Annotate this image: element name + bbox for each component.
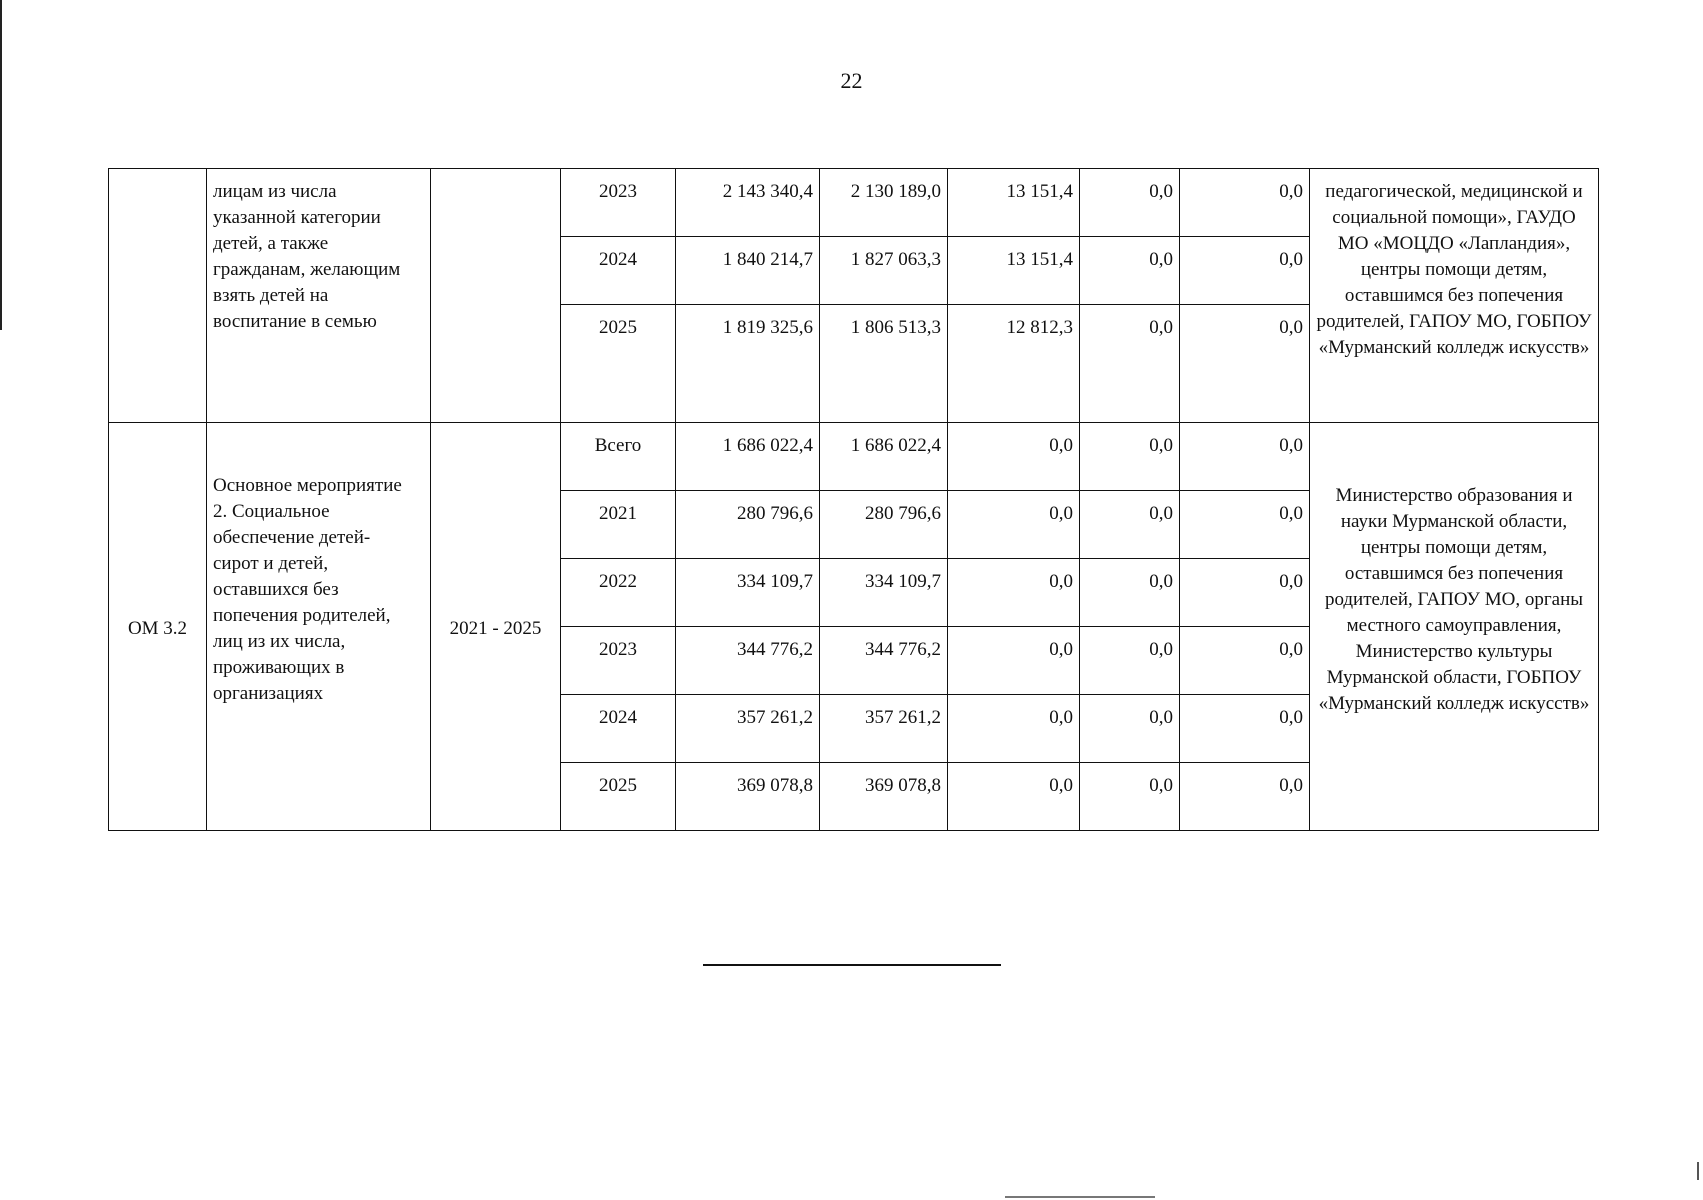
- year-cell: 2021: [561, 491, 676, 559]
- scan-bottom-mark: [1005, 1196, 1155, 1198]
- total-cell: 280 796,6: [676, 491, 820, 559]
- scan-edge-mark-right: [1697, 1162, 1699, 1180]
- federal-cell: 12 812,3: [948, 305, 1080, 423]
- table-row: [109, 169, 1599, 237]
- local-cell: 0,0: [1080, 491, 1180, 559]
- regional-cell: 344 776,2: [820, 627, 948, 695]
- activity-description: лицам из числа указанной категории детей, а также гражданам, желающим взять детей на воспитание в семью: [213, 181, 401, 332]
- federal-cell: 13 151,4: [948, 169, 1080, 237]
- federal-cell: 13 151,4: [948, 237, 1080, 305]
- activity-code-cell: [109, 169, 207, 423]
- other-cell: 0,0: [1180, 491, 1310, 559]
- total-cell: 357 261,2: [676, 695, 820, 763]
- regional-cell: 334 109,7: [820, 559, 948, 627]
- regional-cell: 1 806 513,3: [820, 305, 948, 423]
- page-number: 22: [840, 68, 863, 93]
- regional-cell: 357 261,2: [820, 695, 948, 763]
- table-row: [109, 423, 1599, 491]
- total-cell: 369 078,8: [676, 763, 820, 831]
- regional-cell: 369 078,8: [820, 763, 948, 831]
- local-cell: 0,0: [1080, 763, 1180, 831]
- year-cell: 2024: [561, 237, 676, 305]
- end-separator-line: [703, 964, 1001, 966]
- other-cell: 0,0: [1180, 559, 1310, 627]
- other-cell: 0,0: [1180, 763, 1310, 831]
- federal-cell: 0,0: [948, 763, 1080, 831]
- total-cell: 1 686 022,4: [676, 423, 820, 491]
- regional-cell: 1 686 022,4: [820, 423, 948, 491]
- federal-cell: 0,0: [948, 559, 1080, 627]
- year-cell: 2025: [561, 305, 676, 423]
- activity-description-cell: [207, 169, 431, 423]
- executors-text: педагогической, медицинской и социальной помощи», ГАУДО МО «МОЦДО «Лапландия», центры помощи детям, оставшимся без попечения родителей, ГАПОУ МО, ГОБПОУ «Мурманский колледж искусств»: [1316, 181, 1592, 358]
- activity-code-cell: ОМ 3.2: [109, 423, 207, 831]
- total-cell: 1 819 325,6: [676, 305, 820, 423]
- executors-cell: [1310, 423, 1599, 831]
- other-cell: 0,0: [1180, 627, 1310, 695]
- federal-cell: 0,0: [948, 491, 1080, 559]
- other-cell: 0,0: [1180, 169, 1310, 237]
- total-cell: 334 109,7: [676, 559, 820, 627]
- period-cell: 2021 - 2025: [431, 423, 561, 831]
- activity-description: Основное мероприятие 2. Социальное обеспечение детей- сирот и детей, оставшихся без попечения родителей, лиц из их числа, проживающих в организациях: [213, 475, 402, 704]
- other-cell: 0,0: [1180, 237, 1310, 305]
- scan-edge-mark: [0, 0, 2, 330]
- year-cell: 2024: [561, 695, 676, 763]
- total-cell: 344 776,2: [676, 627, 820, 695]
- local-cell: 0,0: [1080, 237, 1180, 305]
- federal-cell: 0,0: [948, 695, 1080, 763]
- budget-table: [108, 168, 1599, 831]
- year-cell: 2025: [561, 763, 676, 831]
- year-cell: 2023: [561, 627, 676, 695]
- executors-text: Министерство образования и науки Мурманской области, центры помощи детям, оставшимся без попечения родителей, ГАПОУ МО, органы местного самоуправления, Министерство культуры Мурманской области, ГОБПОУ «Мурманский колледж искусств»: [1318, 485, 1590, 714]
- local-cell: 0,0: [1080, 559, 1180, 627]
- period-cell: [431, 169, 561, 423]
- regional-cell: 280 796,6: [820, 491, 948, 559]
- local-cell: 0,0: [1080, 695, 1180, 763]
- other-cell: 0,0: [1180, 695, 1310, 763]
- total-cell: 2 143 340,4: [676, 169, 820, 237]
- local-cell: 0,0: [1080, 423, 1180, 491]
- regional-cell: 1 827 063,3: [820, 237, 948, 305]
- year-cell: Всего: [561, 423, 676, 491]
- regional-cell: 2 130 189,0: [820, 169, 948, 237]
- federal-cell: 0,0: [948, 627, 1080, 695]
- local-cell: 0,0: [1080, 305, 1180, 423]
- federal-cell: 0,0: [948, 423, 1080, 491]
- activity-description-cell: [207, 423, 431, 831]
- local-cell: 0,0: [1080, 627, 1180, 695]
- executors-cell: [1310, 169, 1599, 423]
- other-cell: 0,0: [1180, 423, 1310, 491]
- year-cell: 2023: [561, 169, 676, 237]
- local-cell: 0,0: [1080, 169, 1180, 237]
- other-cell: 0,0: [1180, 305, 1310, 423]
- total-cell: 1 840 214,7: [676, 237, 820, 305]
- year-cell: 2022: [561, 559, 676, 627]
